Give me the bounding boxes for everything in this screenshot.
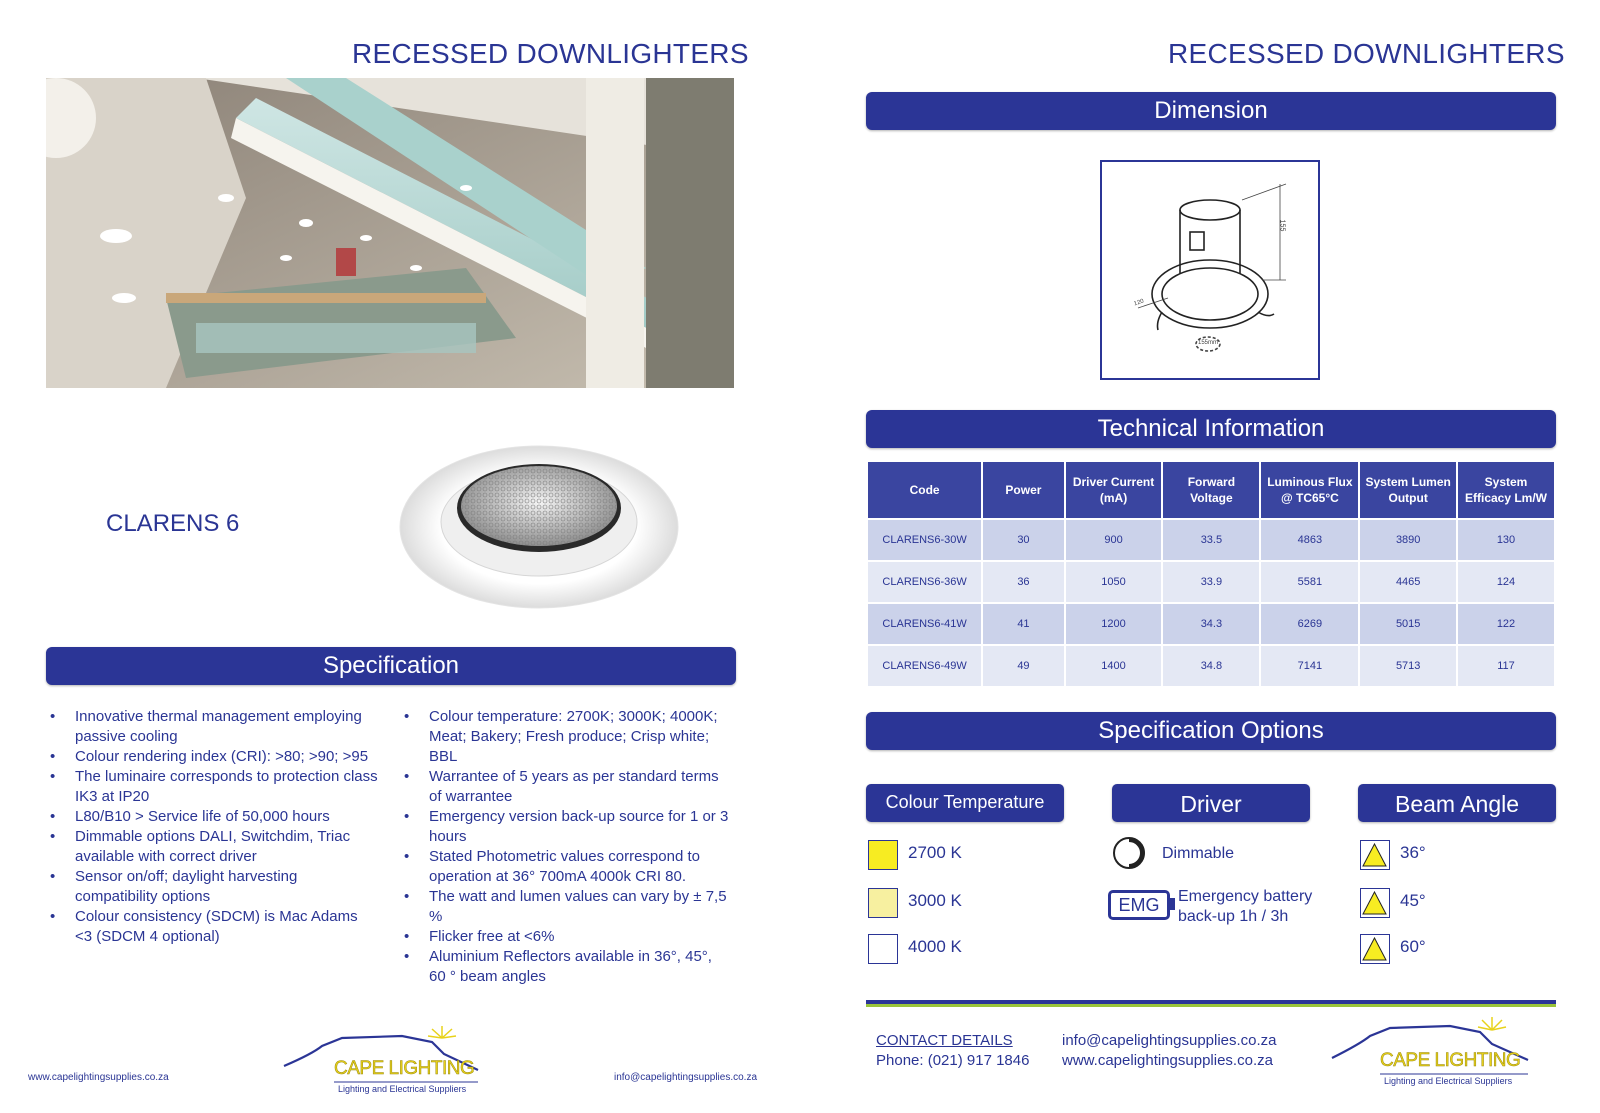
table-row	[868, 604, 1554, 644]
logo-name-right: CAPE LIGHTING	[1380, 1050, 1521, 1071]
table-header: System Lumen Output	[1360, 462, 1456, 518]
driver-band: Driver	[1112, 784, 1310, 822]
spec-item: • Emergency version back-up source for 1 or 3 hours	[402, 807, 732, 847]
table-header-row	[868, 462, 1554, 518]
beam-label-45: 45°	[1400, 891, 1426, 910]
spec-item: • Colour consistency (SDCM) is Mac Adams <3 (SDCM 4 optional)	[48, 907, 378, 947]
spec-item: • L80/B10 > Service life of 50,000 hours	[48, 807, 378, 827]
colour-swatch-3000k	[868, 888, 898, 918]
footer-website-link[interactable]: www.capelightingsupplies.co.za	[28, 1072, 169, 1083]
beam-45-icon	[1360, 888, 1390, 918]
table-header: Forward Voltage	[1163, 462, 1259, 518]
table-header: Driver Current (mA)	[1066, 462, 1162, 518]
cape-lighting-logo	[282, 1024, 492, 1094]
table-cell: 4465	[1360, 562, 1456, 602]
dimension-height-label: 155	[1278, 219, 1286, 232]
colour-temperature-band: Colour Temperature	[866, 784, 1064, 822]
logo-tagline: Lighting and Electrical Suppliers	[338, 1084, 467, 1094]
dimension-band	[866, 92, 1556, 130]
dimension-heading: Dimension	[1154, 97, 1268, 124]
table-cell: 5015	[1360, 604, 1456, 644]
table-cell: 1400	[1066, 646, 1162, 686]
table-cell: 3890	[1360, 520, 1456, 560]
logo-name: CAPE LIGHTING	[334, 1058, 475, 1079]
spec-item: • Innovative thermal management employing passive cooling	[48, 707, 378, 747]
table-header: Power	[983, 462, 1063, 518]
technical-band	[866, 410, 1556, 448]
colour-swatch-4000k	[868, 934, 898, 964]
technical-heading: Technical Information	[1097, 415, 1325, 442]
dimension-width-label: 120	[1133, 298, 1145, 308]
table-row	[868, 520, 1554, 560]
dimmable-icon	[1112, 836, 1146, 870]
table-cell: CLARENS6-36W	[868, 562, 981, 602]
table-cell: 30	[983, 520, 1063, 560]
colour-label-3000k: 3000 K	[908, 891, 962, 910]
table-header: Luminous Flux @ TC65°C	[1261, 462, 1358, 518]
table-cell: 41	[983, 604, 1063, 644]
spec-list-col2	[402, 707, 732, 987]
table-row	[868, 646, 1554, 686]
table-cell: 34.8	[1163, 646, 1259, 686]
table-row	[868, 562, 1554, 602]
table-header: Code	[868, 462, 981, 518]
spec-item: • The watt and lumen values can vary by ± 7,5 %	[402, 887, 732, 927]
contact-phone[interactable]: Phone: (021) 917 1846	[876, 1052, 1030, 1069]
table-cell: 6269	[1261, 604, 1358, 644]
contact-heading: CONTACT DETAILS	[876, 1032, 1013, 1049]
battery-terminal-icon	[1170, 898, 1175, 910]
table-cell: 33.9	[1163, 562, 1259, 602]
emg-battery-icon: EMG	[1108, 890, 1170, 920]
table-cell: 33.5	[1163, 520, 1259, 560]
footer-email-link[interactable]: info@capelightingsupplies.co.za	[614, 1072, 758, 1083]
table-header: System Efficacy Lm/W	[1458, 462, 1554, 518]
spec-item: • Warrantee of 5 years as per standard terms of warrantee	[402, 767, 732, 807]
atrium-photo	[46, 78, 734, 388]
left-page-title: RECESSED DOWNLIGHTERS	[352, 38, 749, 69]
table-cell: 36	[983, 562, 1063, 602]
driver-dimmable-label: Dimmable	[1162, 845, 1235, 862]
table-cell: 49	[983, 646, 1063, 686]
options-heading: Specification Options	[1098, 717, 1324, 744]
beam-angle-band: Beam Angle	[1358, 784, 1556, 822]
spec-item: • The luminaire corresponds to protection class IK3 at IP20	[48, 767, 378, 807]
spec-item: • Dimmable options DALI, Switchdim, Triac available with correct driver	[48, 827, 378, 867]
table-cell: 5581	[1261, 562, 1358, 602]
driver-emergency-line1: Emergency battery	[1178, 888, 1313, 905]
table-cell: CLARENS6-49W	[868, 646, 981, 686]
contact-website-link[interactable]: www.capelightingsupplies.co.za	[1062, 1052, 1273, 1069]
colour-swatch-2700k	[868, 840, 898, 870]
spec-item: • Colour temperature: 2700K; 3000K; 4000K; Meat; Bakery; Fresh produce; Crisp white; BBL	[402, 707, 732, 767]
table-cell: 900	[1066, 520, 1162, 560]
downlight-product-image	[398, 444, 680, 610]
spec-item: • Stated Photometric values correspond to operation at 36° 700mA 4000k CRI 80.	[402, 847, 732, 887]
spec-list-col1	[48, 707, 378, 947]
options-band	[866, 712, 1556, 750]
dimension-drawing	[1100, 160, 1320, 380]
table-cell: CLARENS6-41W	[868, 604, 981, 644]
colour-label-2700k: 2700 K	[908, 843, 962, 862]
table-cell: 1050	[1066, 562, 1162, 602]
cape-lighting-logo-right	[1330, 1014, 1540, 1086]
colour-label-4000k: 4000 K	[908, 937, 962, 956]
table-cell: 4863	[1261, 520, 1358, 560]
table-cell: 7141	[1261, 646, 1358, 686]
table-cell: 34.3	[1163, 604, 1259, 644]
right-page-title: RECESSED DOWNLIGHTERS	[1168, 38, 1565, 69]
table-cell: 130	[1458, 520, 1554, 560]
table-cell: 117	[1458, 646, 1554, 686]
dimension-cutout-label: 155mm	[1198, 340, 1219, 346]
product-name: CLARENS 6	[106, 510, 240, 537]
beam-36-icon	[1360, 840, 1390, 870]
table-cell: 122	[1458, 604, 1554, 644]
logo-tagline-right: Lighting and Electrical Suppliers	[1384, 1076, 1513, 1086]
specification-heading: Specification	[322, 652, 460, 679]
table-cell: 1200	[1066, 604, 1162, 644]
spec-item: • Colour rendering index (CRI): >80; >90; >95	[48, 747, 378, 767]
driver-emergency-line2: back-up 1h / 3h	[1178, 908, 1289, 925]
table-cell: 5713	[1360, 646, 1456, 686]
contact-email-link[interactable]: info@capelightingsupplies.co.za	[1062, 1032, 1277, 1049]
spec-item: • Flicker free at <6%	[402, 927, 732, 947]
beam-60-icon	[1360, 934, 1390, 964]
table-cell: CLARENS6-30W	[868, 520, 981, 560]
spec-item: • Sensor on/off; daylight harvesting compatibility options	[48, 867, 378, 907]
beam-label-36: 36°	[1400, 843, 1426, 862]
beam-label-60: 60°	[1400, 937, 1426, 956]
spec-item: • Aluminium Reflectors available in 36°, 45°, 60 ° beam angles	[402, 947, 732, 987]
table-cell: 124	[1458, 562, 1554, 602]
footer-divider-accent	[866, 1004, 1556, 1007]
specification-band	[46, 647, 736, 685]
technical-table	[866, 460, 1556, 688]
